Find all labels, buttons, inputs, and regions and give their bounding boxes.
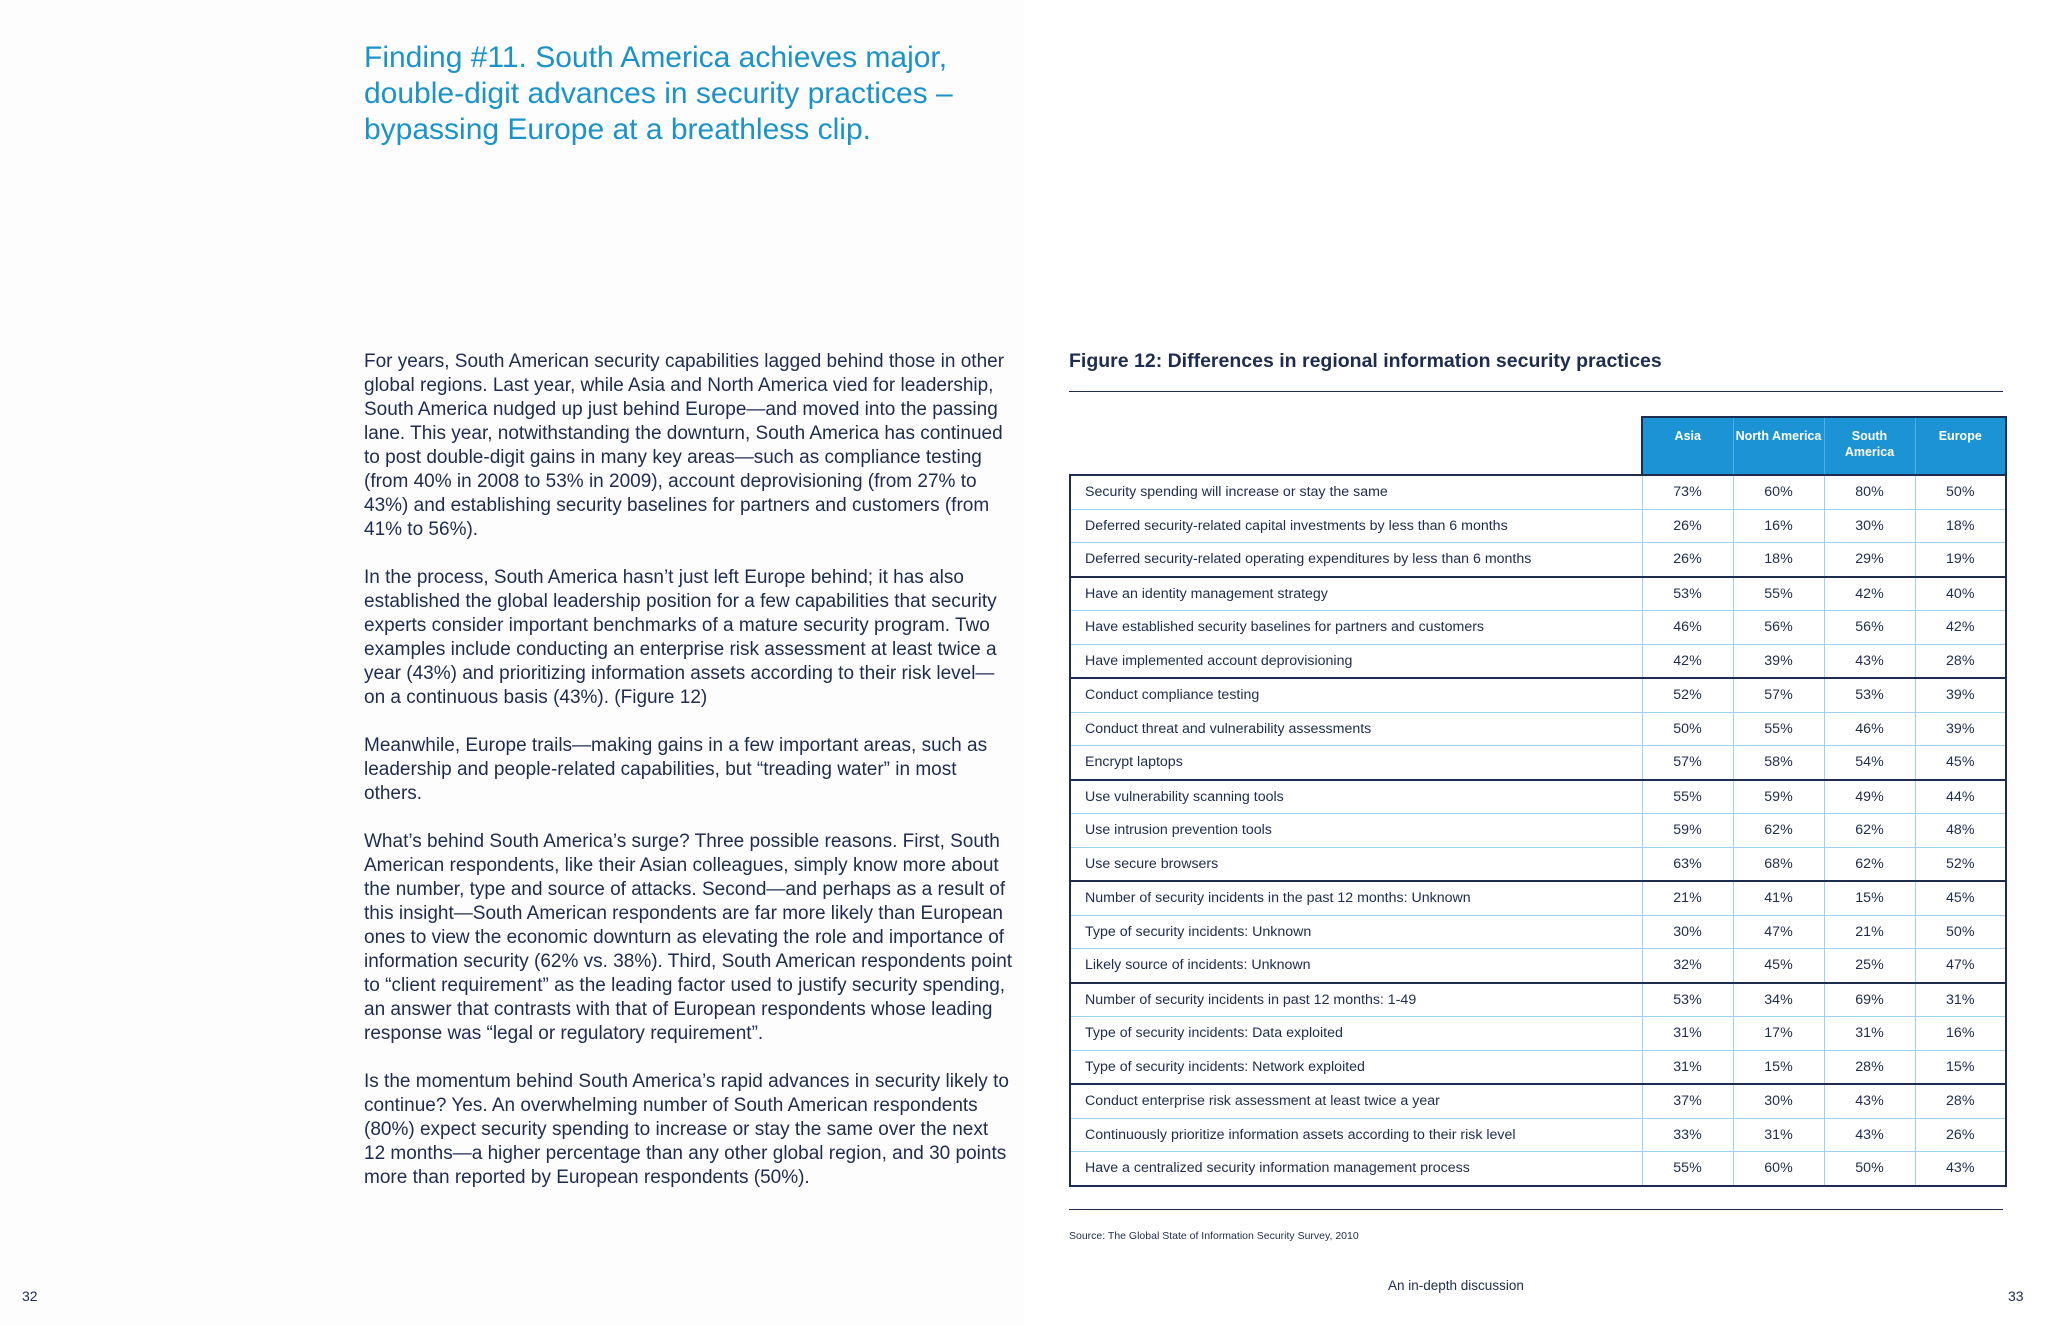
cell-europe: 43%	[1915, 1152, 2006, 1186]
figure-top-rule	[1069, 391, 2003, 392]
paragraph-3: Meanwhile, Europe trails—making gains in a few important areas, such as leadership and people-related capabilities, but “treading water” in most others.	[364, 735, 988, 804]
cell-asia: 30%	[1642, 915, 1733, 949]
cell-south-america: 50%	[1824, 1152, 1915, 1186]
cell-south-america: 31%	[1824, 1017, 1915, 1051]
row-label: Have established security baselines for partners and customers	[1070, 611, 1642, 645]
cell-south-america: 30%	[1824, 509, 1915, 543]
cell-north-america: 47%	[1733, 915, 1824, 949]
paragraph-4: What’s behind South America’s surge? Three possible reasons. First, South American respondents, like their Asian colleagues, simply know more about the number, type and source of attacks. Second—and perhaps as a result of this insight—South American respondents are far more likely than European ones to view the economic downturn as elevating the role and importance of information security (62% vs. 38%). Third, South American respondents point to “client requirement” as the leading factor used to justify security spending, an answer that contrasts with that of European respondents whose leading response was “legal or regulatory requirement”.	[364, 831, 1013, 1044]
row-label: Deferred security-related operating expenditures by less than 6 months	[1070, 543, 1642, 577]
cell-north-america: 55%	[1733, 577, 1824, 611]
cell-south-america: 62%	[1824, 814, 1915, 848]
cell-south-america: 28%	[1824, 1050, 1915, 1084]
row-label: Number of security incidents in past 12 months: 1-49	[1070, 983, 1642, 1017]
cell-asia: 21%	[1642, 881, 1733, 915]
cell-south-america: 53%	[1824, 678, 1915, 712]
table-row	[1070, 983, 2006, 1017]
cell-north-america: 31%	[1733, 1118, 1824, 1152]
cell-europe: 26%	[1915, 1118, 2006, 1152]
cell-south-america: 21%	[1824, 915, 1915, 949]
cell-north-america: 59%	[1733, 780, 1824, 814]
footer-section-title: An in-depth discussion	[1388, 1278, 1524, 1293]
table-row	[1070, 1017, 2006, 1051]
cell-europe: 16%	[1915, 1017, 2006, 1051]
cell-asia: 55%	[1642, 780, 1733, 814]
cell-asia: 55%	[1642, 1152, 1733, 1186]
table-row	[1070, 509, 2006, 543]
cell-north-america: 60%	[1733, 1152, 1824, 1186]
cell-south-america: 43%	[1824, 1118, 1915, 1152]
row-label: Deferred security-related capital investments by less than 6 months	[1070, 509, 1642, 543]
cell-asia: 37%	[1642, 1084, 1733, 1118]
table-row	[1070, 543, 2006, 577]
cell-north-america: 30%	[1733, 1084, 1824, 1118]
cell-europe: 28%	[1915, 644, 2006, 678]
row-label: Type of security incidents: Network exploited	[1070, 1050, 1642, 1084]
cell-europe: 19%	[1915, 543, 2006, 577]
row-label: Have a centralized security information management process	[1070, 1152, 1642, 1186]
cell-south-america: 43%	[1824, 644, 1915, 678]
row-label: Type of security incidents: Unknown	[1070, 915, 1642, 949]
table-row	[1070, 1084, 2006, 1118]
cell-north-america: 56%	[1733, 611, 1824, 645]
cell-europe: 48%	[1915, 814, 2006, 848]
cell-europe: 18%	[1915, 509, 2006, 543]
cell-asia: 33%	[1642, 1118, 1733, 1152]
table-row	[1070, 475, 2006, 509]
row-label: Use intrusion prevention tools	[1070, 814, 1642, 848]
figure-title: Figure 12: Differences in regional information security practices	[1069, 350, 1662, 372]
table-row	[1070, 881, 2006, 915]
cell-south-america: 69%	[1824, 983, 1915, 1017]
cell-south-america: 43%	[1824, 1084, 1915, 1118]
table-row	[1070, 712, 2006, 746]
row-label: Have implemented account deprovisioning	[1070, 644, 1642, 678]
cell-europe: 45%	[1915, 746, 2006, 780]
cell-south-america: 25%	[1824, 949, 1915, 983]
row-label: Type of security incidents: Data exploited	[1070, 1017, 1642, 1051]
cell-europe: 31%	[1915, 983, 2006, 1017]
cell-south-america: 29%	[1824, 543, 1915, 577]
row-label: Use vulnerability scanning tools	[1070, 780, 1642, 814]
cell-asia: 26%	[1642, 509, 1733, 543]
cell-europe: 39%	[1915, 712, 2006, 746]
cell-south-america: 15%	[1824, 881, 1915, 915]
cell-europe: 40%	[1915, 577, 2006, 611]
table-header-row	[1070, 417, 2006, 475]
table-row	[1070, 814, 2006, 848]
cell-asia: 53%	[1642, 577, 1733, 611]
cell-north-america: 18%	[1733, 543, 1824, 577]
column-header-europe: Europe	[1915, 417, 2006, 475]
table-row	[1070, 611, 2006, 645]
table-row	[1070, 678, 2006, 712]
table-row	[1070, 1118, 2006, 1152]
cell-north-america: 16%	[1733, 509, 1824, 543]
cell-north-america: 60%	[1733, 475, 1824, 509]
table-row	[1070, 915, 2006, 949]
cell-europe: 50%	[1915, 475, 2006, 509]
cell-asia: 59%	[1642, 814, 1733, 848]
row-label: Have an identity management strategy	[1070, 577, 1642, 611]
cell-south-america: 54%	[1824, 746, 1915, 780]
cell-south-america: 49%	[1824, 780, 1915, 814]
cell-europe: 52%	[1915, 847, 2006, 881]
page-number-right: 33	[2008, 1288, 2024, 1304]
figure-table	[1069, 416, 2005, 1187]
table-row	[1070, 1050, 2006, 1084]
cell-asia: 52%	[1642, 678, 1733, 712]
cell-europe: 15%	[1915, 1050, 2006, 1084]
cell-north-america: 41%	[1733, 881, 1824, 915]
cell-north-america: 55%	[1733, 712, 1824, 746]
cell-europe: 28%	[1915, 1084, 2006, 1118]
cell-north-america: 15%	[1733, 1050, 1824, 1084]
cell-europe: 45%	[1915, 881, 2006, 915]
cell-south-america: 46%	[1824, 712, 1915, 746]
cell-north-america: 45%	[1733, 949, 1824, 983]
body-text	[364, 350, 1014, 1214]
table-row	[1070, 780, 2006, 814]
cell-north-america: 57%	[1733, 678, 1824, 712]
security-practices-table	[1069, 416, 2007, 1187]
table-row	[1070, 577, 2006, 611]
cell-asia: 26%	[1642, 543, 1733, 577]
paragraph-1: For years, South American security capabilities lagged behind those in other global regions. Last year, while Asia and North America vied for leadership, South America nudged up just behind Europe—and moved into the passing lane. This year, notwithstanding the downturn, South America has continued to post double-digit gains in many key areas—such as compliance testing (from 40% in 2008 to 53% in 2009), account deprovisioning (from 27% to 43%) and establishing security baselines for partners and customers (from 41% to 56%).	[364, 351, 1005, 540]
figure-bottom-rule	[1069, 1209, 2003, 1210]
paragraph-2: In the process, South America hasn’t just left Europe behind; it has also established the global leadership position for a few capabilities that security experts consider important benchmarks of a mature security program. Two examples include conducting an enterprise risk assessment at least twice a year (43%) and prioritizing information assets according to their risk level—on a continuous basis (43%). (Figure 12)	[364, 567, 997, 708]
cell-asia: 42%	[1642, 644, 1733, 678]
page-number-left: 32	[22, 1288, 38, 1304]
column-header-asia: Asia	[1642, 417, 1733, 475]
column-header-north-america: North America	[1733, 417, 1824, 475]
row-label: Continuously prioritize information assets according to their risk level	[1070, 1118, 1642, 1152]
cell-asia: 53%	[1642, 983, 1733, 1017]
row-label: Conduct enterprise risk assessment at least twice a year	[1070, 1084, 1642, 1118]
table-row	[1070, 746, 2006, 780]
column-header-south-america: South America	[1824, 417, 1915, 475]
row-label: Security spending will increase or stay the same	[1070, 475, 1642, 509]
row-label: Conduct compliance testing	[1070, 678, 1642, 712]
cell-north-america: 34%	[1733, 983, 1824, 1017]
cell-europe: 50%	[1915, 915, 2006, 949]
cell-asia: 63%	[1642, 847, 1733, 881]
finding-heading: Finding #11. South America achieves major, double-digit advances in security practices – bypassing Europe at a breathless clip.	[364, 41, 953, 146]
cell-south-america: 62%	[1824, 847, 1915, 881]
cell-europe: 39%	[1915, 678, 2006, 712]
row-label: Likely source of incidents: Unknown	[1070, 949, 1642, 983]
cell-south-america: 80%	[1824, 475, 1915, 509]
cell-north-america: 58%	[1733, 746, 1824, 780]
header-blank	[1070, 417, 1642, 475]
cell-asia: 57%	[1642, 746, 1733, 780]
cell-north-america: 62%	[1733, 814, 1824, 848]
cell-asia: 73%	[1642, 475, 1733, 509]
row-label: Conduct threat and vulnerability assessments	[1070, 712, 1642, 746]
row-label: Use secure browsers	[1070, 847, 1642, 881]
row-label: Number of security incidents in the past 12 months: Unknown	[1070, 881, 1642, 915]
source-note: Source: The Global State of Information Security Survey, 2010	[1069, 1230, 1359, 1242]
table-row	[1070, 644, 2006, 678]
cell-south-america: 56%	[1824, 611, 1915, 645]
row-label: Encrypt laptops	[1070, 746, 1642, 780]
cell-europe: 42%	[1915, 611, 2006, 645]
cell-asia: 31%	[1642, 1017, 1733, 1051]
table-row	[1070, 1152, 2006, 1186]
cell-north-america: 68%	[1733, 847, 1824, 881]
cell-europe: 44%	[1915, 780, 2006, 814]
cell-europe: 47%	[1915, 949, 2006, 983]
table-row	[1070, 847, 2006, 881]
paragraph-5: Is the momentum behind South America’s rapid advances in security likely to continue? Yes. An overwhelming number of South American respondents (80%) expect security spending to increase or stay the same over the next 12 months—a higher percentage than any other global region, and 30 points more than reported by European respondents (50%).	[364, 1071, 1009, 1188]
cell-asia: 31%	[1642, 1050, 1733, 1084]
cell-north-america: 39%	[1733, 644, 1824, 678]
cell-asia: 50%	[1642, 712, 1733, 746]
cell-north-america: 17%	[1733, 1017, 1824, 1051]
cell-south-america: 42%	[1824, 577, 1915, 611]
cell-asia: 32%	[1642, 949, 1733, 983]
table-row	[1070, 949, 2006, 983]
cell-asia: 46%	[1642, 611, 1733, 645]
